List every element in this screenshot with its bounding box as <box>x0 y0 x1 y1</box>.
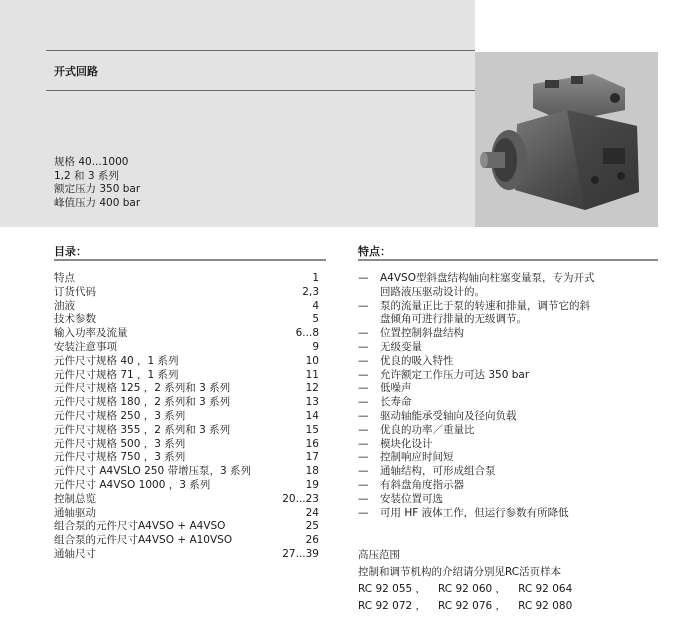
dash-bullet: — <box>358 492 369 505</box>
toc-row <box>54 424 319 438</box>
feature-text: 位置控制斜盘结构 <box>380 327 464 340</box>
table-of-contents <box>54 272 319 562</box>
toc-label: 组合泵的元件尺寸A4VSO + A10VSO <box>54 534 233 547</box>
toc-row <box>54 548 319 562</box>
feature-item <box>358 327 658 341</box>
toc-row <box>54 479 319 493</box>
toc-page: 12 <box>305 382 319 395</box>
toc-label: 元件尺寸规格 750 ，3 系列 <box>54 451 186 464</box>
rc-reference-line <box>358 581 572 598</box>
header-strip <box>475 0 696 52</box>
toc-label: 组合泵的元件尺寸A4VSO + A4VSO <box>54 520 226 533</box>
dash-bullet: — <box>358 382 369 395</box>
features-heading: 特点： <box>358 245 391 258</box>
toc-row <box>54 272 319 286</box>
feature-text: 优良的功率／重量比 <box>380 423 475 436</box>
feature-item <box>358 341 658 355</box>
toc-page: 11 <box>305 368 319 381</box>
dash-bullet: — <box>358 465 369 478</box>
toc-page: 26 <box>305 534 319 547</box>
toc-row <box>54 520 319 534</box>
toc-page: 24 <box>305 506 319 519</box>
toc-label: 通轴驱动 <box>54 506 96 519</box>
toc-label: 油液 <box>54 299 75 312</box>
feature-text: 驱动轴能承受轴向及径向负载 <box>380 409 517 422</box>
toc-label: 元件尺寸 A4VSO 1000 ，3 系列 <box>54 478 211 491</box>
pressure-range-title: 高压范围 <box>358 549 400 561</box>
pump-photo <box>475 52 658 227</box>
feature-text: 控制响应时间短 <box>380 451 454 464</box>
dash-bullet: — <box>358 299 369 312</box>
page-title: 开式回路 <box>54 65 98 78</box>
toc-heading-rule <box>54 259 326 261</box>
spec-line: 额定压力 350 bar <box>54 183 141 195</box>
toc-row <box>54 410 319 424</box>
toc-page: 20...23 <box>282 492 319 505</box>
toc-page: 18 <box>305 465 319 478</box>
feature-text: 允许额定工作压力可达 350 bar <box>380 368 530 381</box>
toc-label: 元件尺寸 A4VSLO 250 带增压泵，3 系列 <box>54 465 252 478</box>
feature-text: 回路液压驱动设计的。 <box>380 285 485 298</box>
toc-row <box>54 286 319 300</box>
toc-label: 输入功率及流量 <box>54 327 128 340</box>
dash-bullet: — <box>358 396 369 409</box>
rc-reference-line <box>358 598 572 615</box>
toc-row <box>54 438 319 452</box>
toc-row <box>54 396 319 410</box>
axial-piston-pump-image <box>475 52 658 227</box>
feature-item <box>358 355 658 369</box>
toc-row <box>54 465 319 479</box>
toc-row <box>54 313 319 327</box>
toc-page: 2,3 <box>302 285 319 298</box>
toc-page: 6...8 <box>295 327 319 340</box>
toc-label: 元件尺寸规格 180 ，2 系列和 3 系列 <box>54 396 231 409</box>
feature-text: 长寿命 <box>380 396 412 409</box>
feature-text: 无级变量 <box>380 340 422 353</box>
toc-row <box>54 493 319 507</box>
dash-bullet: — <box>358 423 369 436</box>
dash-bullet: — <box>358 506 369 519</box>
spec-line: 规格 40...1000 <box>54 156 129 168</box>
feature-item <box>358 465 658 479</box>
toc-row <box>54 507 319 521</box>
rc-reference: RC 92 080 <box>518 600 573 612</box>
toc-label: 控制总览 <box>54 492 96 505</box>
feature-text: 有斜盘角度指示器 <box>380 478 464 491</box>
toc-row <box>54 300 319 314</box>
toc-label: 元件尺寸规格 500 ，3 系列 <box>54 437 186 450</box>
dash-bullet: — <box>358 368 369 381</box>
feature-item <box>358 507 658 521</box>
header-rule-mid <box>46 90 475 91</box>
dash-bullet: — <box>358 478 369 491</box>
toc-page: 10 <box>305 354 319 367</box>
pressure-range-desc: 控制和调节机构的介绍请分别见RC活页样本 <box>358 566 562 578</box>
feature-item <box>358 424 658 438</box>
feature-item <box>358 382 658 396</box>
toc-row <box>54 382 319 396</box>
toc-heading: 目录： <box>54 245 87 258</box>
toc-label: 安装注意事项 <box>54 340 117 353</box>
dash-bullet: — <box>358 340 369 353</box>
rc-reference: RC 92 064 <box>518 583 573 595</box>
toc-page: 27...39 <box>282 547 319 560</box>
spec-list <box>54 156 140 210</box>
toc-page: 17 <box>305 451 319 464</box>
toc-label: 元件尺寸规格 71 ，1 系列 <box>54 368 179 381</box>
spec-line: 峰值压力 400 bar <box>54 196 141 209</box>
toc-page: 14 <box>305 409 319 422</box>
feature-item <box>358 493 658 507</box>
toc-row <box>54 355 319 369</box>
pressure-range-block <box>358 547 572 615</box>
feature-item <box>358 396 658 410</box>
toc-page: 5 <box>312 313 319 326</box>
rc-reference: RC 92 055 ， <box>358 583 427 595</box>
rc-reference: RC 92 076 ， <box>438 600 507 612</box>
toc-label: 特点 <box>54 272 75 284</box>
rc-reference: RC 92 060 ， <box>438 583 507 595</box>
toc-row <box>54 534 319 548</box>
feature-item <box>358 410 658 424</box>
feature-text: 安装位置可选 <box>380 492 443 505</box>
feature-text: 模块化设计 <box>380 437 433 450</box>
toc-label: 通轴尺寸 <box>54 547 96 560</box>
toc-label: 元件尺寸规格 125 ，2 系列和 3 系列 <box>54 382 231 395</box>
toc-label: 元件尺寸规格 250 ，3 系列 <box>54 409 186 422</box>
toc-row <box>54 369 319 383</box>
feature-item <box>358 438 658 452</box>
toc-row <box>54 451 319 465</box>
toc-label: 技术参数 <box>54 313 96 326</box>
feature-text: 优良的吸入特性 <box>380 354 454 367</box>
feature-item <box>358 479 658 493</box>
toc-page: 4 <box>312 299 319 312</box>
toc-page: 16 <box>305 437 319 450</box>
dash-bullet: — <box>358 354 369 367</box>
toc-page: 25 <box>305 520 319 533</box>
header-rule-top <box>46 50 475 51</box>
toc-label: 元件尺寸规格 355 ，2 系列和 3 系列 <box>54 423 231 436</box>
dash-bullet: — <box>358 409 369 422</box>
feature-text: 盘倾角可进行排量的无级调节。 <box>380 313 527 326</box>
rc-reference: RC 92 072 ， <box>358 600 427 612</box>
toc-page: 9 <box>312 340 319 353</box>
feature-item <box>358 369 658 383</box>
features-list <box>358 272 658 520</box>
dash-bullet: — <box>358 451 369 464</box>
feature-text: 通轴结构，可形成组合泵 <box>380 465 496 478</box>
toc-page: 15 <box>305 423 319 436</box>
dash-bullet: — <box>358 272 369 284</box>
toc-page: 19 <box>305 478 319 491</box>
toc-page: 1 <box>312 272 319 284</box>
spec-line: 1,2 和 3 系列 <box>54 169 119 182</box>
dash-bullet: — <box>358 327 369 340</box>
toc-label: 元件尺寸规格 40 ，1 系列 <box>54 354 179 367</box>
dash-bullet: — <box>358 437 369 450</box>
feature-item <box>358 451 658 465</box>
toc-row <box>54 327 319 341</box>
feature-text: A4VSO型斜盘结构轴向柱塞变量泵，专为开式 <box>380 272 595 284</box>
toc-page: 13 <box>305 396 319 409</box>
toc-row <box>54 341 319 355</box>
feature-item <box>358 300 658 328</box>
features-heading-rule <box>358 259 658 261</box>
feature-text: 泵的流量正比于泵的转速和排量，调节它的斜 <box>380 299 590 312</box>
feature-text: 可用 HF 液体工作，但运行参数有所降低 <box>380 506 569 519</box>
feature-item <box>358 272 658 300</box>
feature-text: 低噪声 <box>380 382 412 395</box>
toc-label: 订货代码 <box>54 285 96 298</box>
